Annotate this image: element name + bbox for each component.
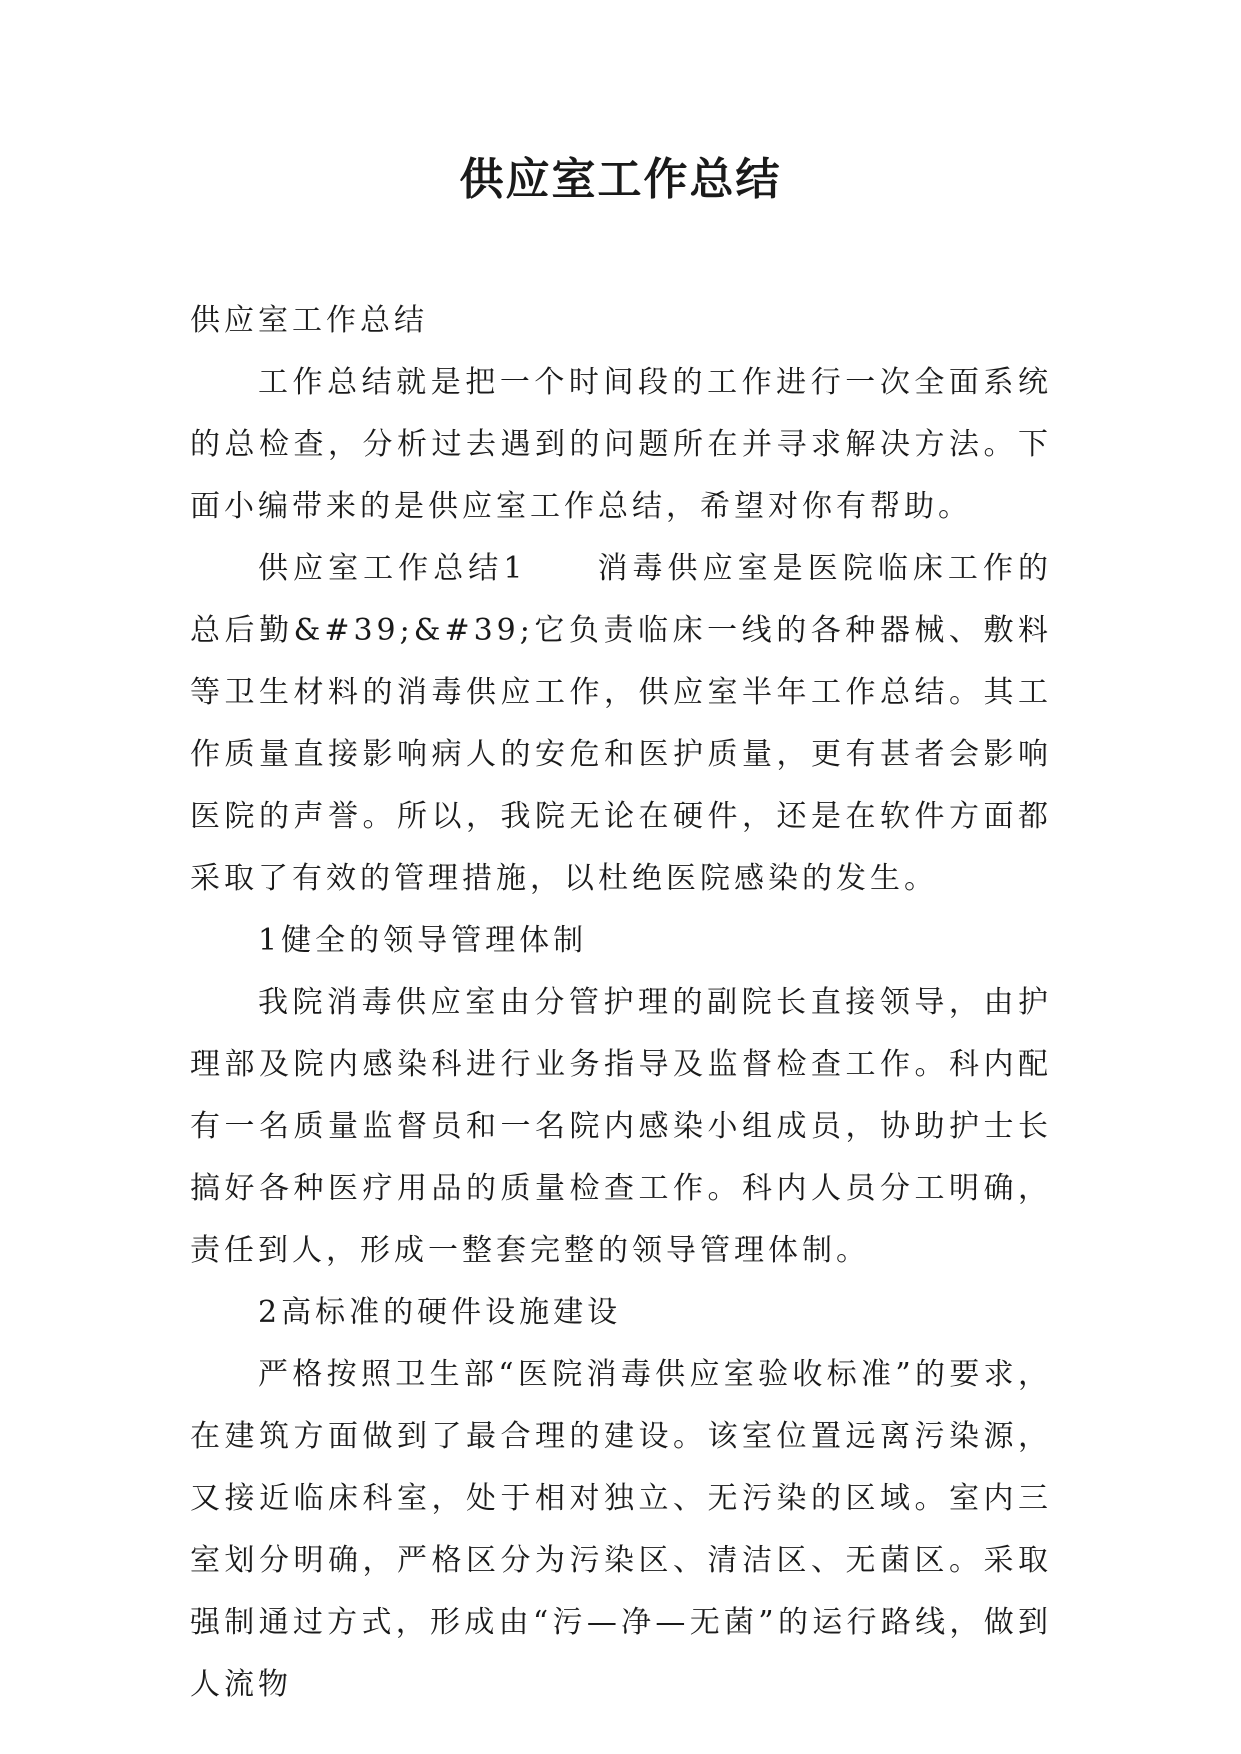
paragraph-intro: 工作总结就是把一个时间段的工作进行一次全面系统的总检查，分析过去遇到的问题所在并寻求解决方法。下面小编带来的是供应室工作总结，希望对你有帮助。	[190, 365, 1052, 524]
document-title: 供应室工作总结	[459, 154, 782, 205]
section-heading-1: 1健全的领导管理体制	[258, 923, 588, 958]
paragraph-hardware: 严格按照卫生部“医院消毒供应室验收标准”的要求，在建筑方面做到了最合理的建设。该室位置远离污染源，又接近临床科室，处于相对独立、无污染的区域。室内三室划分明确，严格区分为污染区、清洁区、无菌区。采取强制通过方式，形成由“污—净—无菌”的运行路线，做到人流物	[190, 1357, 1052, 1702]
document-body	[190, 290, 1052, 1716]
paragraph-leadership: 我院消毒供应室由分管护理的副院长直接领导，由护理部及院内感染科进行业务指导及监督检查工作。科内配有一名质量监督员和一名院内感染小组成员，协助护士长搞好各种医疗用品的质量检查工作。科内人员分工明确，责任到人，形成一整套完整的领导管理体制。	[190, 985, 1052, 1268]
document-subtitle: 供应室工作总结	[190, 303, 428, 338]
paragraph-summary-1	[190, 538, 1052, 910]
paragraph-summary-1-text: 消毒供应室是医院临床工作的总后勤&#39;&#39;它负责临床一线的各种器械、敷料等卫生材料的消毒供应工作，供应室半年工作总结。其工作质量直接影响病人的安危和医护质量，更有甚者会影响医院的声誉。所以，我院无论在硬件，还是在软件方面都采取了有效的管理措施，以杜绝医院感染的发生。	[190, 551, 1052, 896]
section-heading-2: 2高标准的硬件设施建设	[258, 1295, 622, 1330]
section-label-summary-1: 供应室工作总结1	[258, 551, 527, 586]
